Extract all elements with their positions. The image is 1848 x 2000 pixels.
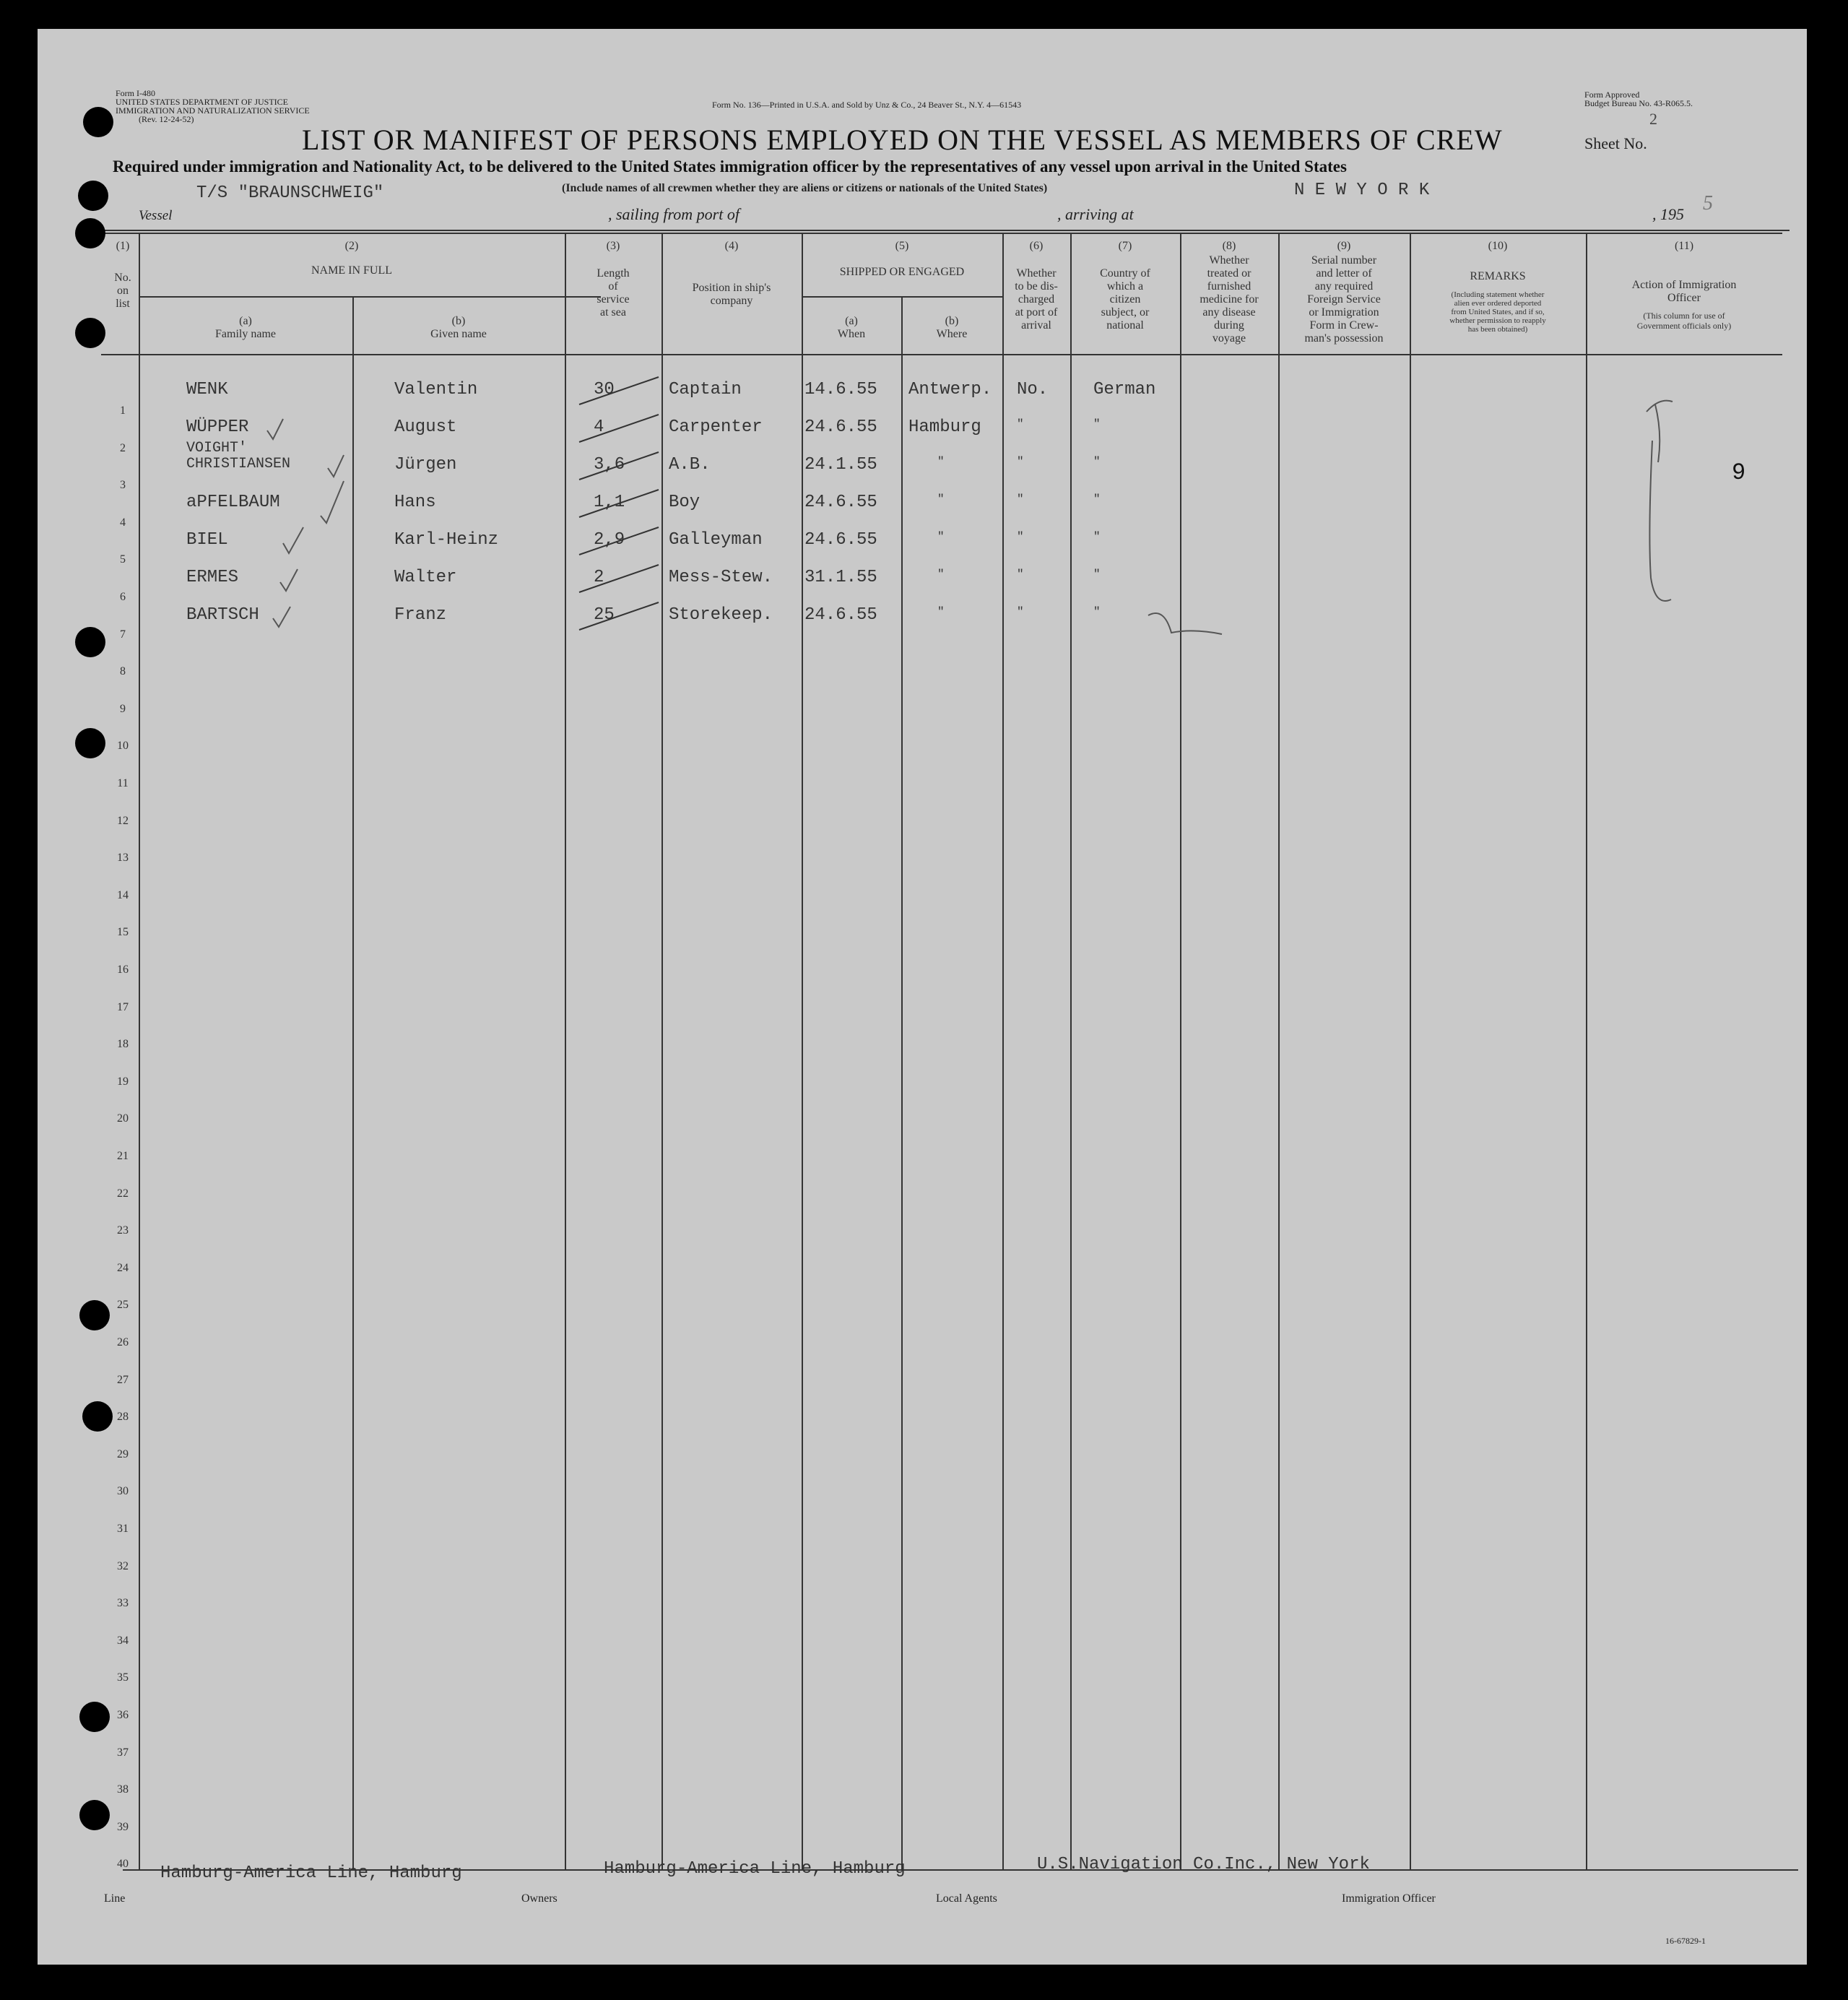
col-4-header: Position in ship's company	[692, 282, 771, 307]
check-mark-3	[321, 481, 344, 523]
col-4-number: (4)	[724, 240, 739, 252]
col-9-number: (9)	[1337, 240, 1351, 252]
row-number: 23	[117, 1224, 129, 1237]
row-number: 1	[120, 404, 126, 417]
crew-country: German	[1093, 380, 1156, 399]
crew-family-name: WENK	[186, 380, 228, 399]
strike-mark-7	[579, 602, 659, 630]
check-mark-1	[267, 419, 283, 439]
crew-position: A.B.	[669, 455, 711, 475]
crew-position: Boy	[669, 493, 700, 512]
crew-shipped-when: 14.6.55	[804, 380, 877, 399]
col-11-header: Action of Immigration Officer	[1631, 279, 1737, 304]
row-number: 12	[117, 814, 129, 827]
row-number: 29	[117, 1447, 129, 1460]
check-mark-2	[328, 455, 344, 477]
crew-discharged: "	[1017, 417, 1024, 430]
page-title: LIST OR MANIFEST OF PERSONS EMPLOYED ON THE VESSEL AS MEMBERS OF CREW	[302, 124, 1503, 156]
binder-hole	[75, 218, 105, 248]
crew-family-name: WÜPPER	[186, 417, 249, 437]
col-5b-header: (b) Where	[936, 315, 968, 340]
service: IMMIGRATION AND NATURALIZATION SERVICE	[116, 105, 310, 116]
row-number: 36	[117, 1709, 129, 1721]
crew-shipped-when: 24.6.55	[804, 530, 877, 550]
department: UNITED STATES DEPARTMENT OF JUSTICE	[116, 97, 289, 107]
strike-mark-5	[579, 527, 659, 555]
crew-country: "	[1093, 605, 1101, 618]
crew-shipped-when: 24.6.55	[804, 493, 877, 512]
crew-shipped-where: "	[937, 493, 945, 506]
sheet-no-label: Sheet No.	[1584, 134, 1647, 152]
col-5-number: (5)	[895, 240, 909, 252]
col-2b-header: (b) Given name	[430, 315, 487, 340]
crew-shipped-where: Hamburg	[908, 417, 981, 437]
row-number: 14	[117, 888, 129, 901]
row-number: 8	[120, 665, 126, 678]
col-10-number: (10)	[1488, 240, 1508, 252]
officer-initials	[1647, 401, 1673, 412]
vessel-label: Vessel	[139, 208, 173, 223]
budget-bureau: Budget Bureau No. 43-R065.5.	[1584, 98, 1693, 108]
crew-service-length: 2	[594, 568, 604, 587]
year-handwritten: 5	[1703, 192, 1713, 215]
form-id: Form I-480	[116, 88, 155, 98]
crew-discharged: "	[1017, 605, 1024, 618]
row-number: 6	[120, 591, 126, 603]
printer-line: Form No. 136—Printed in U.S.A. and Sold by Unz & Co., 24 Beaver St., N.Y. 4—61543	[712, 100, 1022, 110]
handwriting-marks	[38, 29, 1807, 1965]
agents-label: Local Agents	[936, 1892, 997, 1905]
sailing-label: , sailing from port of	[608, 205, 739, 223]
row-number: 26	[117, 1336, 129, 1349]
row-number: 3	[120, 479, 126, 492]
col-2-number: (2)	[344, 240, 359, 252]
crew-family-name: VOIGHT' CHRISTIANSEN	[186, 440, 291, 472]
crew-shipped-where: Antwerp.	[908, 380, 992, 399]
crew-service-length: 25	[594, 605, 615, 625]
row-number: 24	[117, 1261, 129, 1274]
crew-family-name: ERMES	[186, 568, 239, 587]
crew-service-length: 2,9	[594, 530, 625, 550]
crew-family-name: BIEL	[186, 530, 228, 550]
row-number: 10	[117, 740, 129, 753]
crew-position: Carpenter	[669, 417, 763, 437]
crew-shipped-where: "	[937, 530, 945, 543]
crew-shipped-when: 24.1.55	[804, 455, 877, 475]
sheet-number: 2	[1649, 110, 1657, 128]
row-number: 31	[117, 1523, 129, 1535]
crew-country: "	[1093, 568, 1101, 581]
crew-country: "	[1093, 455, 1101, 468]
col-3-header: Length of service at sea	[597, 267, 630, 319]
line-label: Line	[104, 1892, 126, 1905]
crew-discharged: "	[1017, 493, 1024, 506]
form-approved: Form Approved	[1584, 90, 1640, 100]
crew-shipped-where: "	[937, 605, 945, 618]
binder-hole	[75, 728, 105, 758]
col-11-note: (This column for use of Government officials only)	[1636, 311, 1732, 331]
crew-service-length: 4	[594, 417, 604, 437]
row-number: 30	[117, 1485, 129, 1498]
col-3-number: (3)	[606, 240, 620, 252]
officer-scribble	[1655, 404, 1660, 462]
officer-label: Immigration Officer	[1342, 1892, 1436, 1905]
crew-given-name: Karl-Heinz	[394, 530, 499, 550]
row-number: 25	[117, 1299, 129, 1312]
row-number: 38	[117, 1783, 129, 1796]
row-number: 33	[117, 1597, 129, 1610]
col-9-header: Serial number and letter of any required Foreign Service or Immigration Form in Crew- man's possession	[1304, 254, 1384, 345]
row-number: 28	[117, 1411, 129, 1424]
row-number: 7	[120, 628, 126, 641]
row-number: 2	[120, 441, 126, 454]
binder-hole	[82, 1401, 113, 1432]
crew-service-length: 30	[594, 380, 615, 399]
row-number: 15	[117, 926, 129, 939]
row-number: 16	[117, 964, 129, 976]
agents-value: U.S.Navigation Co.Inc., New York	[1037, 1855, 1370, 1874]
row-number: 32	[117, 1559, 129, 1572]
crew-shipped-where: "	[937, 568, 945, 581]
row-number: 13	[117, 852, 129, 865]
crew-given-name: Franz	[394, 605, 447, 625]
crew-position: Galleyman	[669, 530, 763, 550]
arriving-label: , arriving at	[1057, 205, 1134, 223]
crew-position: Mess-Stew.	[669, 568, 773, 587]
strike-mark-2	[579, 415, 659, 442]
row-number: 19	[117, 1075, 129, 1088]
row-number: 35	[117, 1671, 129, 1684]
crew-given-name: Walter	[394, 568, 457, 587]
crew-shipped-when: 24.6.55	[804, 417, 877, 437]
col-10-note: (Including statement whether alien ever ordered deported from United States, and if so, whether permission to reapply has been obtained)	[1449, 290, 1546, 334]
row-number: 17	[117, 1000, 129, 1013]
row-number: 20	[117, 1112, 129, 1125]
col-11-number: (11)	[1674, 240, 1694, 252]
row-number: 22	[117, 1187, 129, 1200]
col-8-number: (8)	[1222, 240, 1236, 252]
subtitle: Required under immigration and Nationality Act, to be delivered to the United States immigration officer by the representatives of any vessel upon arrival in the United States	[113, 157, 1347, 176]
crew-shipped-when: 31.1.55	[804, 568, 877, 587]
crew-position: Storekeep.	[669, 605, 773, 625]
col-6-header: Whether to be dis- charged at port of arrival	[1015, 267, 1058, 332]
officer-bracket	[1649, 441, 1671, 601]
crew-shipped-when: 24.6.55	[804, 605, 877, 625]
strike-mark-6	[579, 565, 659, 592]
rev: (Rev. 12-24-52)	[139, 114, 194, 124]
check-marks	[267, 419, 344, 627]
footer-code: 16-67829-1	[1665, 1936, 1706, 1946]
col-5a-header: (a) When	[837, 315, 866, 340]
signature-scribble	[1148, 613, 1222, 634]
col-5-header: SHIPPED OR ENGAGED	[839, 266, 965, 278]
owners-label: Owners	[521, 1892, 558, 1905]
crew-shipped-where: "	[937, 455, 945, 468]
col-1-number: (1)	[116, 240, 130, 252]
col-10-header: REMARKS	[1470, 270, 1526, 282]
check-mark-5	[280, 569, 298, 591]
crew-discharged: "	[1017, 568, 1024, 581]
row-number: 5	[120, 553, 126, 566]
arriving-port: N E W Y O R K	[1294, 181, 1430, 200]
side-number: 9	[1732, 459, 1746, 486]
row-number: 21	[117, 1150, 129, 1162]
crew-given-name: Jürgen	[394, 455, 457, 475]
crew-position: Captain	[669, 380, 742, 399]
check-mark-4	[283, 527, 303, 553]
strike-mark-1	[579, 377, 659, 404]
binder-hole	[79, 1300, 110, 1330]
crew-discharged: No.	[1017, 380, 1049, 399]
row-number: 40	[117, 1858, 129, 1871]
col-7-number: (7)	[1118, 240, 1132, 252]
crew-service-length: 1,1	[594, 493, 625, 512]
service-strike-marks	[579, 377, 659, 630]
binder-hole	[83, 107, 113, 137]
col-1-header: No. on list	[114, 272, 131, 310]
officer-annotation	[1148, 401, 1673, 634]
crew-family-name: BARTSCH	[186, 605, 259, 625]
col-7-header: Country of which a citizen subject, or national	[1100, 267, 1150, 332]
crew-country: "	[1093, 417, 1101, 430]
subtitle-note: (Include names of all crewmen whether they are aliens or citizens or nationals of the United States)	[562, 182, 1048, 194]
binder-hole	[75, 627, 105, 657]
crew-family-name: aPFELBAUM	[186, 493, 280, 512]
row-number: 18	[117, 1038, 129, 1051]
row-number: 11	[117, 777, 129, 789]
crew-given-name: Valentin	[394, 380, 478, 399]
row-number: 34	[117, 1634, 129, 1647]
binder-hole	[78, 181, 108, 211]
crew-given-name: Hans	[394, 493, 436, 512]
row-number: 37	[117, 1746, 129, 1759]
row-number: 4	[120, 516, 126, 529]
line-value: Hamburg-America Line, Hamburg	[160, 1863, 462, 1883]
crew-discharged: "	[1017, 455, 1024, 468]
manifest-sheet	[38, 29, 1807, 1965]
strike-mark-4	[579, 490, 659, 517]
owners-value: Hamburg-America Line, Hamburg	[604, 1859, 906, 1879]
strike-mark-3	[579, 452, 659, 480]
row-number: 39	[117, 1820, 129, 1833]
crew-discharged: "	[1017, 530, 1024, 543]
check-mark-6	[273, 607, 290, 627]
crew-country: "	[1093, 530, 1101, 543]
row-number: 9	[120, 702, 126, 715]
col-2-header: NAME IN FULL	[311, 264, 392, 277]
binder-hole	[79, 1800, 110, 1830]
row-number: 27	[117, 1373, 129, 1386]
vessel-name: T/S "BRAUNSCHWEIG"	[196, 183, 384, 203]
crew-service-length: 3,6	[594, 455, 625, 475]
binder-hole	[75, 318, 105, 348]
crew-country: "	[1093, 493, 1101, 506]
year-label: , 195	[1652, 205, 1684, 223]
col-6-number: (6)	[1029, 240, 1044, 252]
col-2a-header: (a) Family name	[215, 315, 276, 340]
binder-hole	[79, 1702, 110, 1732]
crew-given-name: August	[394, 417, 457, 437]
col-8-header: Whether treated or furnished medicine for any disease during voyage	[1200, 254, 1259, 345]
